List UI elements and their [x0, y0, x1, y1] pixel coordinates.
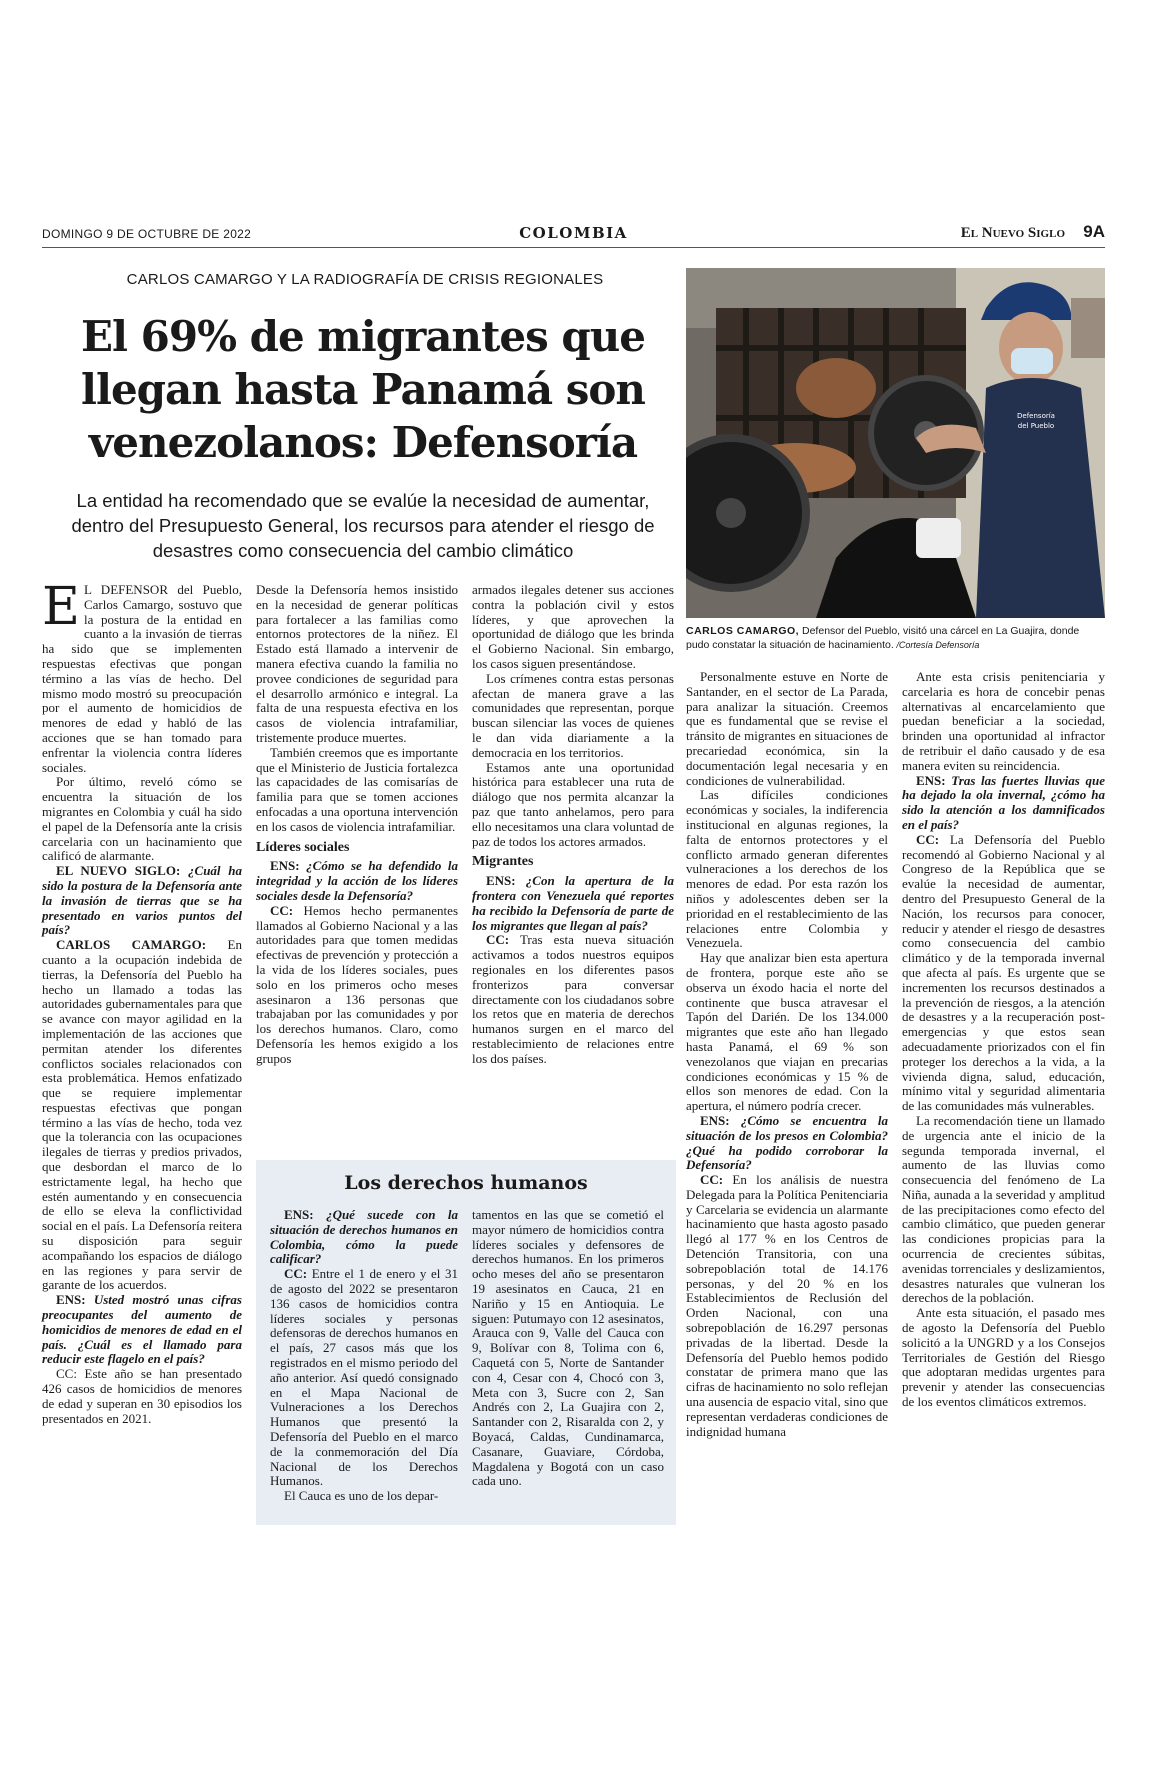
question: ENS: ¿Cómo se ha defendido la integridad y la acción de los líderes sociales desde la Defensoría? — [256, 858, 458, 903]
subheading: Líderes sociales — [256, 839, 350, 855]
question: ENS: ¿Qué sucede con la situación de derechos humanos en Colombia, cómo la puede calificar? — [270, 1207, 458, 1267]
paragraph: Desde la Defensoría hemos insistido en la necesidad de generar políticas para fortalecer a las familias como entornos protectores de la niñez. El Estado está llamado a intervenir de manera efectiva cuando la familia no provee condiciones de seguridad para el desarrollo armónico e integral. La falta de una respuesta efectiva en los casos de violencia intrafamiliar, tristemente produce muertes. — [256, 582, 458, 745]
paragraph: La recomendación tiene un llamado de urgencia ante el inicio de la segunda temporada invernal, el aumento de las lluvias como consecuencia del fenómeno de La Niña, aunada a la severidad y amplitud de las precipitaciones como efecto del cambio climático, que pueden generar las condiciones propicias para la ocurrencia de crecientes súbitas, avenidas torrenciales y deslizamientos, desastres naturales que vulneran los derechos de la población. — [902, 1112, 1105, 1306]
vest-logo-text: Defensoría — [1017, 412, 1055, 420]
caption-credit: /Cortesía Defensoría — [893, 640, 980, 650]
column-3 — [472, 583, 674, 1067]
column-2 — [256, 583, 458, 1067]
paragraph: Estamos ante una oportunidad histórica para establecer una ruta de diálogo que nos permita alcanzar la paz que tanto anhelamos, pero para ello necesitamos una clara voluntad de paz de todos los actores armados. — [472, 759, 674, 849]
paragraph: Ante esta situación, el pasado mes de agosto la Defensoría del Pueblo solicitó a la UNGRD y a los Consejos Territoriales de Gestión del Riesgo que adoptaran medidas urgentes para prevenir y atender las consecuencias de los eventos climáticos extremos. — [902, 1305, 1105, 1410]
svg-text:del Pueblo: del Pueblo — [1017, 422, 1055, 430]
box-title: Los derechos humanos — [344, 1172, 588, 1194]
answer: CC: La Defensoría del Pueblo recomendó al Gobierno Nacional y al Congreso de la República que se evalúe la necesidad de aumentar, dentro del Presupuesto General de la Nación, los recursos para conocer, reducir y atender el riesgo de desastres como consecuencia del cambio climático y de la temporada invernal que afecta al país. Es urgente que se incrementen los recursos destinados a la prevención de riesgos, a la atención de desastres y a la recuperación post-emergencias y que estos sean adecuadamente priorizados con el fin proteger los derechos a la vida, a la vivienda digna, salud, educación, mínimo vital y seguridad alimentaria de las comunidades más vulnerables. — [902, 831, 1105, 1114]
question: EL NUEVO SIGLO: ¿Cuál ha sido la postura de la Defensoría ante la invasión de tierras que se ha presentado en varios puntos del país? — [42, 863, 243, 938]
paragraph: tamentos en las que se cometió el mayor número de homicidios contra líderes sociales y defensores de derechos humanos. En los primeros ocho meses del año se presentaron 19 asesinatos en Cauca, 21 en Nariño y 15 en Antioquia. Le siguen: Putumayo con 12 asesinatos, Arauca con 9, Valle del Cauca con 9, Bolívar con 8, Tolima con 6, Caquetá con 5, Norte de Santander con 4, Cesar con 4, Chocó con 3, Meta con 3, Sucre con 2, San Andrés con 2, La Guajira con 2, Santander con 2, Risaralda con 2, y Boyacá, Caldas, Cundinamarca, Casanare, Guaviare, Córdoba, Magdalena y Bogotá con un caso cada uno. — [472, 1207, 664, 1489]
box-column-right — [472, 1208, 664, 1489]
article-headline: El 69% de migrantes que llegan hasta Panamá son venezolanos: Defensoría — [81, 312, 645, 467]
paragraph: Ante esta crisis penitenciaria y carcelaria es hora de concebir penas alternativas al encarcelamiento que puedan beneficiar a la sociedad, brinden una oportunidad al infractor de retribuir el daño causado y de esa manera eviten su reincidencia. — [902, 669, 1105, 773]
page-number: 9A — [1083, 222, 1105, 241]
issue-date: DOMINGO 9 DE OCTUBRE DE 2022 — [42, 227, 252, 241]
column-5 — [902, 670, 1105, 1410]
question: ENS: ¿Con la apertura de la frontera con Venezuela qué reportes ha recibido la Defensoría de parte de los migrantes que llegan al país? — [472, 873, 674, 933]
drop-cap: E — [42, 577, 80, 637]
paragraph: Los crímenes contra estas personas afectan de manera grave a las comunidades que representan, porque buscan silenciar las voces de quienes le dan vida diariamente a la democracia en los territorios. — [472, 670, 674, 760]
human-rights-box — [256, 1160, 676, 1525]
answer: CC: Hemos hecho permanentes llamados al Gobierno Nacional y a las autoridades para que tomen medidas efectivas de prevención y protección a la vida de los líderes sociales, pues solo en los primeros ocho meses asesinaron a 136 personas que trabajaban por las comunidades y por los derechos humanos. Claro, como Defensoría les hemos exigido a los grupos — [256, 902, 458, 1066]
lead-paragraph: E L DEFENSOR del Pueblo, Carlos Camargo, sostuvo que la postura de la entidad en cuanto a la invasión de tierras ha sido que se implementen respuestas efectivas que pongan término a las vías de hecho. Del mismo modo mostró su preocupación por el aumento de homicidios de menores de edad y habló de las acciones que se han tomado para enfrentar la violencia contra líderes sociales. — [42, 577, 242, 775]
newspaper-brand: El Nuevo Siglo — [960, 225, 1065, 241]
question: ENS: Tras las fuertes lluvias que ha dejado la ola invernal, ¿cómo ha sido la atención a los damnificados en el país? — [902, 772, 1105, 832]
paragraph: Las difíciles condiciones económicas y sociales, la indiferencia institucional en algunas regiones, la falta de entornos protectores y el conflicto armado generan diferentes vulneraciones a los derechos de los menores de edad. Por esta razón los niños y adolescentes deben ser la prioridad en el restablecimiento de las relaciones entre Colombia y Venezuela. — [686, 787, 888, 951]
paragraph: También creemos que es importante que el Ministerio de Justicia fortalezca las capacidades de las comisarías de familia para que se tomen acciones enfocadas a una oportuna intervención en los casos de violencia intrafamiliar. — [256, 744, 458, 834]
column-1 — [42, 577, 243, 1426]
caption-name: CARLOS CAMARGO, — [686, 625, 800, 637]
photo-caption — [686, 624, 1105, 652]
article-photo — [686, 268, 1105, 618]
box-column-left — [270, 1208, 458, 1504]
paragraph: Por último, reveló cómo se encuentra la situación de los migrantes en Colombia y cuál ha sido el papel de la Defensoría ante la crisis carcelaria con un hacinamiento que calificó de alarmante. — [42, 774, 242, 864]
paragraph: El Cauca es uno de los depar- — [284, 1488, 439, 1504]
question: ENS: Usted mostró unas cifras preocupantes del aumento de homicidios de menores de edad en el país. ¿Cuál es el llamado para reducir este flagelo en el país? — [42, 1292, 242, 1367]
answer: CC: Este año se han presentado 426 casos de homicidios de menores de edad y superan en 30 episodios los presentados en 2021. — [42, 1366, 242, 1426]
page-header — [42, 224, 1105, 248]
answer: CARLOS CAMARGO: En cuanto a la ocupación indebida de tierras, la Defensoría del Pueblo ha hecho un llamado a todas las autoridades gubernamentales para que se avance con mayor agilidad en la implementación de las acciones que permitan atender los diferentes conflictos sociales relacionados con esta problemática. Hemos enfatizado que se requiere implementar respuestas efectivas que pongan término a las vías de hecho, toda vez que la tolerancia con las ocupaciones ilegales de tierras y predios privados, que desbordan el marco de lo estrictamente legal, ha hecho que estén aumentando y en consecuencia de ello se eleva la conflictividad social en el país. La Defensoría reitera su disposición para seguir acompañando los espacios de diálogo en las regiones y para servir de garante de los acuerdos. — [42, 937, 242, 1293]
column-4 — [686, 670, 888, 1439]
answer: CC: Entre el 1 de enero y el 31 de agosto del 2022 se presentaron 136 casos de homicidios contra líderes sociales y personas defensoras de derechos humanos en el país, 27 casos más que los registrados en el mismo periodo del año anterior. Así quedó consignado en el Mapa Nacional de Vulneraciones a los Derechos Humanos que presentó la Defensoría del Pueblo en el marco de la conmemoración del Día Nacional de los Derechos Humanos. — [270, 1266, 458, 1489]
paragraph: Personalmente estuve en Norte de Santander, en el sector de La Parada, para analizar la situación. Creemos que es fundamental que se revise el tránsito de migrantes en situaciones de precariedad económica, sin la documentación legal necesaria y en condiciones de vulnerabilidad. — [686, 669, 888, 788]
subheading: Migrantes — [472, 854, 534, 870]
section-name: COLOMBIA — [519, 224, 628, 242]
question: ENS: ¿Cómo se encuentra la situación de los presos en Colombia? ¿Qué ha podido corroborar la Defensoría? — [686, 1112, 888, 1173]
paragraph: Hay que analizar bien esta apertura de frontera, porque este año se observa un éxodo hacia el norte del continente que busca atravesar el Tapón del Darién. De los 134.000 migrantes que este año han llegado hasta Panamá, el 69 % son venezolanos que viajan en precarias condiciones económicas y 15 % de ellos son menores de edad. Con la apertura, el número podría crecer. — [686, 950, 888, 1114]
photo-illustration — [686, 268, 1105, 618]
answer: CC: En los análisis de nuestra Delegada para la Política Penitenciaria y Carcelaria se evidencia un alarmante hacinamiento que hasta agosto pasado llegó al 177 % en los Centros de Detención Transitoria, con una sobrepoblación total de 14.176 personas, y del 20 % en los Establecimientos de Reclusión del Orden Nacional, con una sobrepoblación de 16.297 personas privadas de la libertad. Desde la Defensoría del Pueblo hemos podido constatar de primera mano que las cifras de hacinamiento no solo reflejan una ausencia de espacio vital, sino que representan verdaderas condiciones de indignidad humana — [686, 1172, 888, 1439]
paragraph: armados ilegales detener sus acciones contra la población civil y estos líderes, y que aprovechen la oportunidad de diálogo que les brinda el Gobierno Nacional. Sin embargo, los casos siguen presentándose. — [472, 582, 674, 671]
article-kicker: CARLOS CAMARGO Y LA RADIOGRAFÍA DE CRISIS REGIONALES — [126, 271, 604, 288]
article-deck: La entidad ha recomendado que se evalúe la necesidad de aumentar, dentro del Presupuesto General, los recursos para atender el riesgo de desastres como consecuencia del cambio climático — [71, 490, 655, 561]
answer: CC: Tras esta nueva situación activamos a todos nuestros equipos regionales en los diferentes pasos fronterizos para conversar directamente con los ciudadanos sobre los retos que en materia de derechos humanos surgen en el marco del restablecimiento de relaciones entre los dos países. — [472, 932, 674, 1066]
caption-text: Defensor del Pueblo, visitó una cárcel en La Guajira, donde pudo constatar la situación de hacinamiento. — [686, 625, 1080, 651]
